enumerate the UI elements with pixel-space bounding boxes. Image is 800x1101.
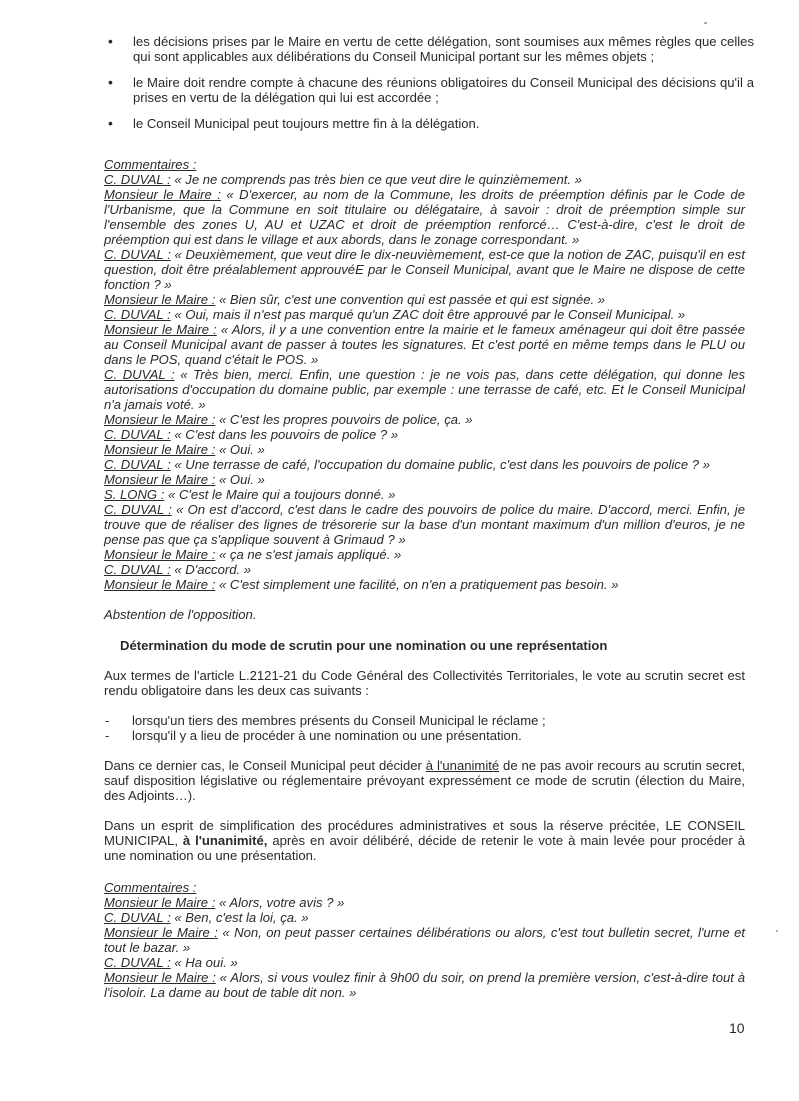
delegation-bullet-list [104,34,754,142]
dialogue-line [104,247,745,292]
bullet-text: les décisions prises par le Maire en vertu de cette délégation, sont soumises aux mêmes règles que celles qui sont applicables aux délibérations du Conseil Municipal portant sur les mêmes objets ; [133,34,754,64]
page-number: 10 [729,1020,745,1036]
utterance: « Alors, il y a une convention entre la mairie et le fameux aménageur qui doit être passée au Conseil Municipal avant de passer à toutes les signatures. Et c'est porté en même temps dans le PLU ou dans le POS, quand c'était le POS. » [104,322,745,367]
bullet-item [104,116,754,131]
dash-text: lorsqu'il y a lieu de procéder à une nomination ou une présentation. [132,728,522,743]
dialogue-line [104,502,745,547]
utterance: « Je ne comprends pas très bien ce que veut dire le quinzièmement. » [170,172,582,187]
utterance: « C'est dans les pouvoirs de police ? » [170,427,399,442]
speaker: C. DUVAL : [104,172,171,187]
speaker: Monsieur le Maire : [104,472,216,487]
comments-title: Commentaires : [104,880,197,895]
speaker: C. DUVAL : [104,502,172,517]
paragraph-text: après en avoir délibéré, décide de retenir le vote à main levée pour procéder à une nomination ou une présentation. [104,833,745,863]
utterance: « Ben, c'est la loi, ça. » [170,910,309,925]
utterance: « C'est simplement une facilité, on n'en a pratiquement pas besoin. » [215,577,619,592]
bullet-text: le Conseil Municipal peut toujours mettre fin à la délégation. [133,116,480,131]
bullet-text: le Maire doit rendre compte à chacune des réunions obligatoires du Conseil Municipal des décisions qu'il a prises en vertu de la délégation qui lui est accordée ; [133,75,754,105]
dash-text: lorsqu'un tiers des membres présents du Conseil Municipal le réclame ; [132,713,546,728]
dialogue-line [104,562,745,577]
speaker: C. DUVAL : [104,367,175,382]
dialogue-line [104,472,745,487]
dialogue-line [104,322,745,367]
dialogue-line [104,955,745,970]
utterance: « Une terrasse de café, l'occupation du domaine public, c'est dans les pouvoirs de police ? » [170,457,710,472]
paragraph-article-reference: Aux termes de l'article L.2121-21 du Code Général des Collectivités Territoriales, le vote au scrutin secret est rendu obligatoire dans les deux cas suivants : [104,668,745,698]
dialogue-line [104,442,745,457]
comments-section-2 [104,880,745,1000]
paragraph-text: de ne pas avoir recours au scrutin secret, sauf disposition législative ou réglementaire prévoyant expressément ce mode de scrutin (élection du Maire, des Adjoints…). [104,758,745,803]
scan-speck [776,930,778,932]
speaker: Monsieur le Maire : [104,547,216,562]
utterance: « On est d'accord, c'est dans le cadre des pouvoirs de police du maire. D'accord, merci. Enfin, je trouve que de réaliser des lignes de trésorerie sur la base d'un montant maximum d'un million d'euros, je ne pense pas que ça s'applique souvent à Grimaud ? » [104,502,745,547]
underlined-text: à l'unanimité [425,758,500,773]
speaker: C. DUVAL : [104,307,171,322]
speaker: Monsieur le Maire : [104,442,216,457]
bold-text: à l'unanimité, [182,833,268,848]
utterance: « Alors, si vous voulez finir à 9h00 du soir, on prend la première version, c'est-à-dire tout à l'isoloir. La dame au bout de table dit non. » [104,970,745,1000]
dialogue-line [104,925,745,955]
speaker: C. DUVAL : [104,247,171,262]
utterance: « Non, on peut passer certaines délibérations ou alors, c'est tout bulletin secret, l'urne et tout le bazar. » [104,925,745,955]
paragraph-unanimity [104,758,745,803]
speaker: Monsieur le Maire : [104,577,216,592]
utterance: « Très bien, merci. Enfin, une question : je ne vois pas, dans cette délégation, qui donne les autorisations d'occupation du domaine public, par exemple : une terrasse de café, etc. Et le Conseil Municipal n'a jamais voté. » [104,367,745,412]
dash-item [104,728,745,743]
speaker: C. DUVAL : [104,910,171,925]
utterance: « ça ne s'est jamais appliqué. » [215,547,402,562]
utterance: « D'accord. » [170,562,252,577]
dash-item [104,713,745,728]
bullet-item [104,34,754,64]
utterance: « C'est le Maire qui a toujours donné. » [164,487,396,502]
utterance: « C'est les propres pouvoirs de police, ça. » [215,412,473,427]
paragraph-text: Dans ce dernier cas, le Conseil Municipal peut décider [104,758,426,773]
speaker: C. DUVAL : [104,457,171,472]
dialogue-line [104,487,745,502]
abstention-note: Abstention de l'opposition. [104,607,257,622]
dialogue-line [104,970,745,1000]
bullet-marker: • [108,115,113,131]
dialogue-line [104,895,745,910]
dialogue-line [104,910,745,925]
paragraph-text: Dans un esprit de simplification des procédures administratives et sous la réserve précitée, LE CONSEIL MUNICIPAL, [104,818,745,848]
conditions-dash-list [104,713,745,743]
paragraph-decision [104,818,745,863]
dialogue-line [104,367,745,412]
speaker: Monsieur le Maire : [104,895,216,910]
utterance: « Oui. » [215,442,265,457]
utterance: « Oui, mais il n'est pas marqué qu'un ZAC doit être approuvé par le Conseil Municipal. » [170,307,686,322]
comments-title: Commentaires : [104,157,197,172]
utterance: « Bien sûr, c'est une convention qui est passée et qui est signée. » [215,292,606,307]
utterance: « D'exercer, au nom de la Commune, les droits de préemption définis par le Code de l'Urbanisme, que la Commune en soit titulaire ou délégataire, à savoir : droit de préemption simple sur l'ensemble des zones U, AU et UZAC et droit de préemption renforcé… C'est-à-dire, c'est le droit de préemption qui est dans le village et aux abords, dans le zonage correspondant. » [104,187,745,247]
speaker: C. DUVAL : [104,562,171,577]
section-heading: Détermination du mode de scrutin pour une nomination ou une représentation [120,638,608,653]
utterance: « Alors, votre avis ? » [215,895,345,910]
dash-marker: - [105,713,110,728]
comments-section-1 [104,157,745,592]
dialogue-line [104,172,745,187]
speaker: Monsieur le Maire : [104,322,217,337]
speaker: Monsieur le Maire : [104,292,216,307]
bullet-marker: • [108,33,113,49]
dash-marker: - [105,728,110,743]
dialogue-line [104,292,745,307]
dialogue-line [104,577,745,592]
utterance: « Ha oui. » [170,955,238,970]
dialogue-line [104,412,745,427]
dialogue-line [104,307,745,322]
dialogue-line [104,427,745,442]
speaker: S. LONG : [104,487,165,502]
speaker: C. DUVAL : [104,955,171,970]
dialogue-line [104,187,745,247]
speaker: Monsieur le Maire : [104,412,216,427]
speaker: Monsieur le Maire : [104,187,221,202]
scan-speck [704,22,707,24]
speaker: C. DUVAL : [104,427,171,442]
utterance: « Deuxièmement, que veut dire le dix-neuvièmement, est-ce que la notion de ZAC, puisqu'il en est question, doit être préalablement approuvéE par le Conseil Municipal, avant que le Maire ne dispose de cette fonction ? » [104,247,745,292]
speaker: Monsieur le Maire : [104,925,218,940]
speaker: Monsieur le Maire : [104,970,216,985]
utterance: « Oui. » [215,472,265,487]
dialogue-line [104,547,745,562]
dialogue-line [104,457,745,472]
bullet-marker: • [108,74,113,90]
bullet-item [104,75,754,105]
